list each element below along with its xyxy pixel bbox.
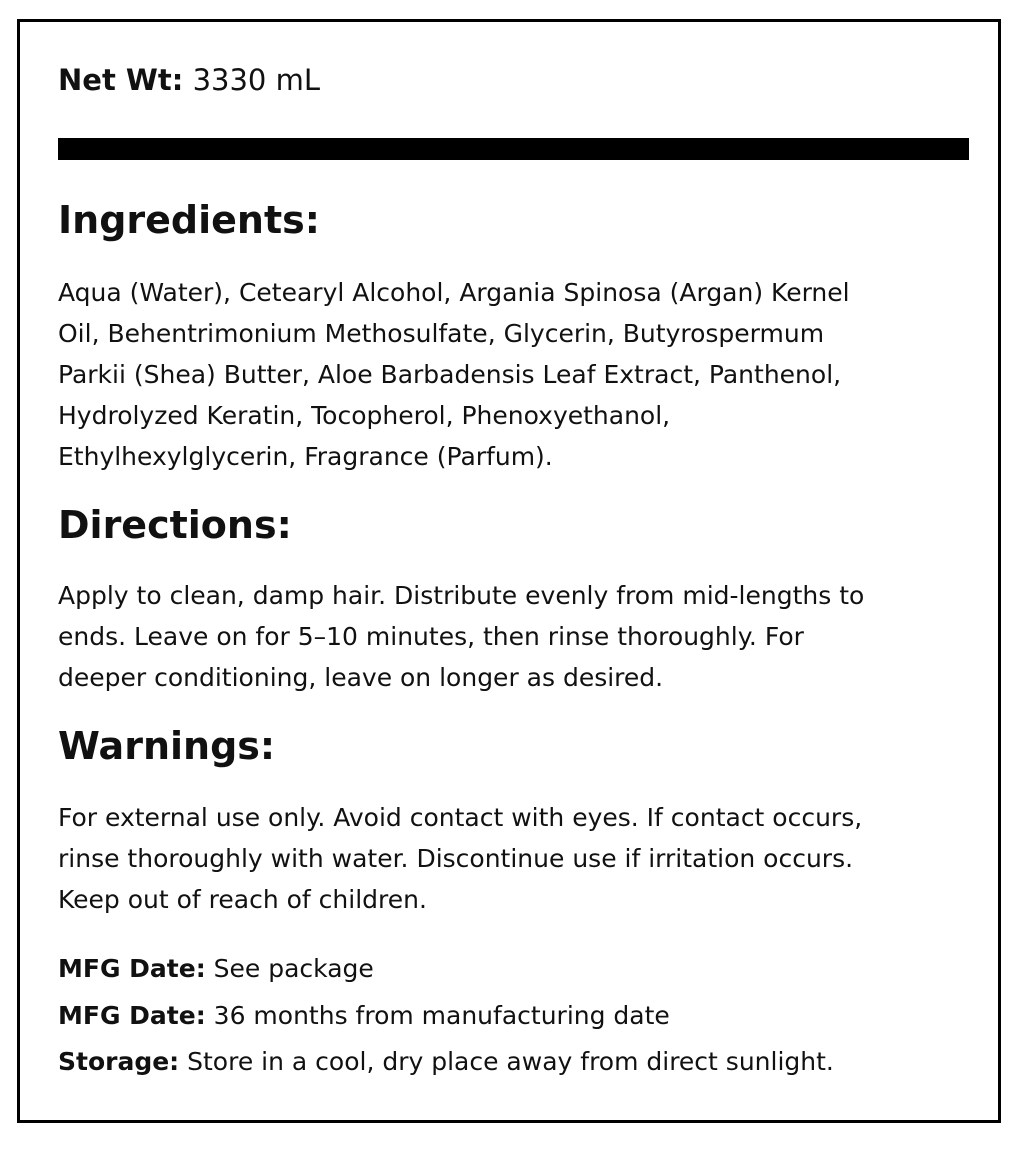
mfg-date-value-2: 36 months from manufacturing date (205, 1001, 670, 1030)
warnings-text (58, 797, 958, 920)
warnings-heading: Warnings: (58, 724, 276, 768)
directions-text (58, 575, 958, 698)
warnings-line: Keep out of reach of children. (58, 885, 427, 914)
net-weight-label: Net Wt: (58, 63, 184, 97)
ingredients-line: Ethylhexylglycerin, Fragrance (Parfum). (58, 442, 553, 471)
ingredients-line: Hydrolyzed Keratin, Tocopherol, Phenoxyethanol, (58, 401, 671, 430)
warnings-line: For external use only. Avoid contact with eyes. If contact occurs, (58, 803, 863, 832)
net-weight-value: 3330 mL (183, 63, 321, 97)
mfg-date-row-2 (58, 998, 670, 1034)
mfg-date-label-2: MFG Date: (58, 1001, 206, 1030)
directions-line: ends. Leave on for 5–10 minutes, then rinse thoroughly. For (58, 622, 804, 651)
directions-line: Apply to clean, damp hair. Distribute evenly from mid-lengths to (58, 581, 865, 610)
storage-value: Store in a cool, dry place away from direct sunlight. (179, 1047, 834, 1076)
ingredients-heading: Ingredients: (58, 198, 320, 242)
directions-heading: Directions: (58, 503, 292, 547)
warnings-line: rinse thoroughly with water. Discontinue use if irritation occurs. (58, 844, 854, 873)
storage-row (58, 1044, 834, 1080)
mfg-date-value: See package (205, 954, 374, 983)
divider-bar (58, 138, 969, 160)
ingredients-line: Oil, Behentrimonium Methosulfate, Glycerin, Butyrospermum (58, 319, 825, 348)
mfg-date-row (58, 951, 374, 987)
ingredients-line: Aqua (Water), Cetearyl Alcohol, Argania Spinosa (Argan) Kernel (58, 278, 850, 307)
mfg-date-label: MFG Date: (58, 954, 206, 983)
ingredients-line: Parkii (Shea) Butter, Aloe Barbadensis Leaf Extract, Panthenol, (58, 360, 842, 389)
directions-line: deeper conditioning, leave on longer as desired. (58, 663, 664, 692)
ingredients-text (58, 272, 958, 477)
product-label-panel (17, 19, 1001, 1123)
storage-label: Storage: (58, 1047, 180, 1076)
net-weight (58, 60, 320, 100)
